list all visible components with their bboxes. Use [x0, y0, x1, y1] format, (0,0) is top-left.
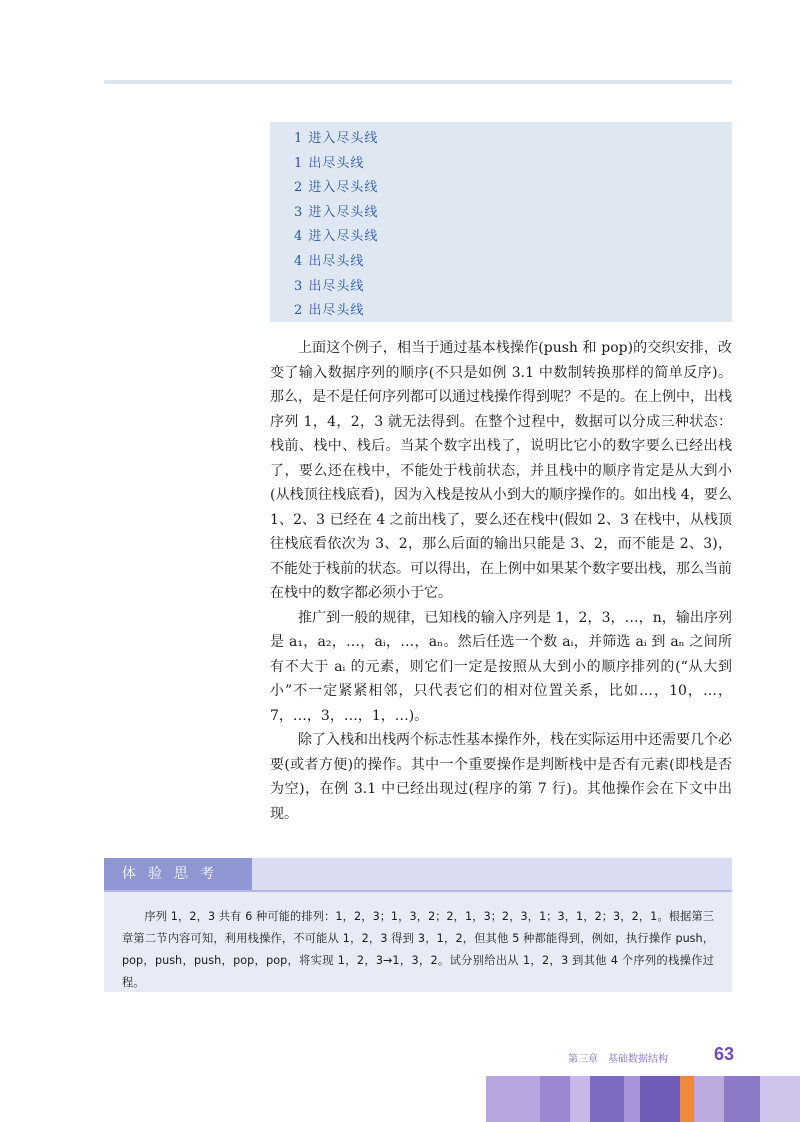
section-divider	[104, 890, 732, 892]
footer-stripes	[486, 1076, 800, 1122]
header-rule	[104, 80, 732, 84]
footer-stripe	[760, 1076, 800, 1122]
paragraph: 除了入栈和出栈两个标志性基本操作外，栈在实际运用中还需要几个必要(或者方便)的操作。其中一个重要操作是判断栈中是否有元素(即栈是否为空)，在例 3.1 中已经出现过(程序的第 7 行)。其他操作会在下文中出现。	[270, 732, 732, 822]
code-line: 4 进入尽头线	[294, 229, 379, 245]
code-line: 3 进入尽头线	[294, 204, 379, 220]
footer-chapter	[568, 1050, 678, 1070]
code-line: 2 出尽头线	[294, 303, 365, 319]
experience-thinking-section	[104, 858, 732, 992]
code-listing	[270, 122, 732, 322]
paragraph: 推广到一般的规律，已知栈的输入序列是 1，2，3，…，n，输出序列是 a₁，a₂，…，aᵢ，…，aₙ。然后任选一个数 aᵢ，并筛选 aᵢ 到 aₙ 之间所有不大于 aᵢ 的元素，则它们一定是按照从大到小的顺序排列的(“从大到小”不一定紧紧相邻，只代表它们的相对位置关系，比如…，10，…，7，…，3，…，1，…)。	[270, 609, 732, 724]
code-line: 1 出尽头线	[294, 155, 365, 171]
section-text: 序列 1，2，3 共有 6 种可能的排列：1，2，3；1，3，2；2，1，3；2，3，1；3，1，2；3，2，1。根据第三章第二节内容可知，利用栈操作，不可能从 1，2，3 得到 3，1，2，但其他 5 种都能得到，例如，执行操作 push，pop，push，push，pop，pop，将实现 1，2，3→1，3，2。试分别给出从 1，2，3 到其他 4 个序列的栈操作过程。	[122, 910, 714, 989]
footer-stripe	[694, 1076, 724, 1122]
section-header	[104, 858, 732, 890]
chapter-title: 基础数据结构	[608, 1054, 668, 1065]
chapter-label: 第三章	[568, 1054, 598, 1065]
footer-stripe	[570, 1076, 590, 1122]
section-header-band	[252, 858, 732, 890]
footer-stripe	[680, 1076, 694, 1122]
code-line: 4 出尽头线	[294, 253, 365, 269]
footer-stripe	[624, 1076, 640, 1122]
footer-stripe	[486, 1076, 540, 1122]
footer-stripe	[640, 1076, 680, 1122]
code-line: 1 进入尽头线	[294, 131, 379, 146]
footer-stripe	[724, 1076, 760, 1122]
section-title: 体验思考	[104, 858, 252, 890]
footer-stripe	[590, 1076, 624, 1122]
page-number: 63	[714, 1044, 735, 1064]
footer-stripe	[540, 1076, 570, 1122]
code-line: 3 出尽头线	[294, 278, 365, 294]
code-line: 2 进入尽头线	[294, 180, 379, 196]
paragraph: 上面这个例子，相当于通过基本栈操作(push 和 pop)的交织安排，改变了输入数据序列的顺序(不只是如例 3.1 中数制转换那样的简单反序)。那么，是不是任何序列都可以通过栈操作得到呢？不是的。在上例中，出栈序列 1，4，2，3 就无法得到。在整个过程中，数据可以分成三种状态：栈前、栈中、栈后。当某个数字出栈了，说明比它小的数字要么已经出栈了，要么还在栈中，不能处于栈前状态，并且栈中的顺序肯定是从大到小(从栈顶往栈底看)，因为入栈是按从小到大的顺序操作的。如出栈 4，要么 1、2、3 已经在 4 之前出栈了，要么还在栈中(假如 2、3 在栈中，从栈顶往栈底看依次为 3、2，那么后面的输出只能是 3、2，而不能是 2、3)，不能处于栈前的状态。可以得出，在上例中如果某个数字要出栈，那么当前在栈中的数字都必须小于它。	[270, 340, 732, 601]
body-text	[270, 336, 732, 826]
